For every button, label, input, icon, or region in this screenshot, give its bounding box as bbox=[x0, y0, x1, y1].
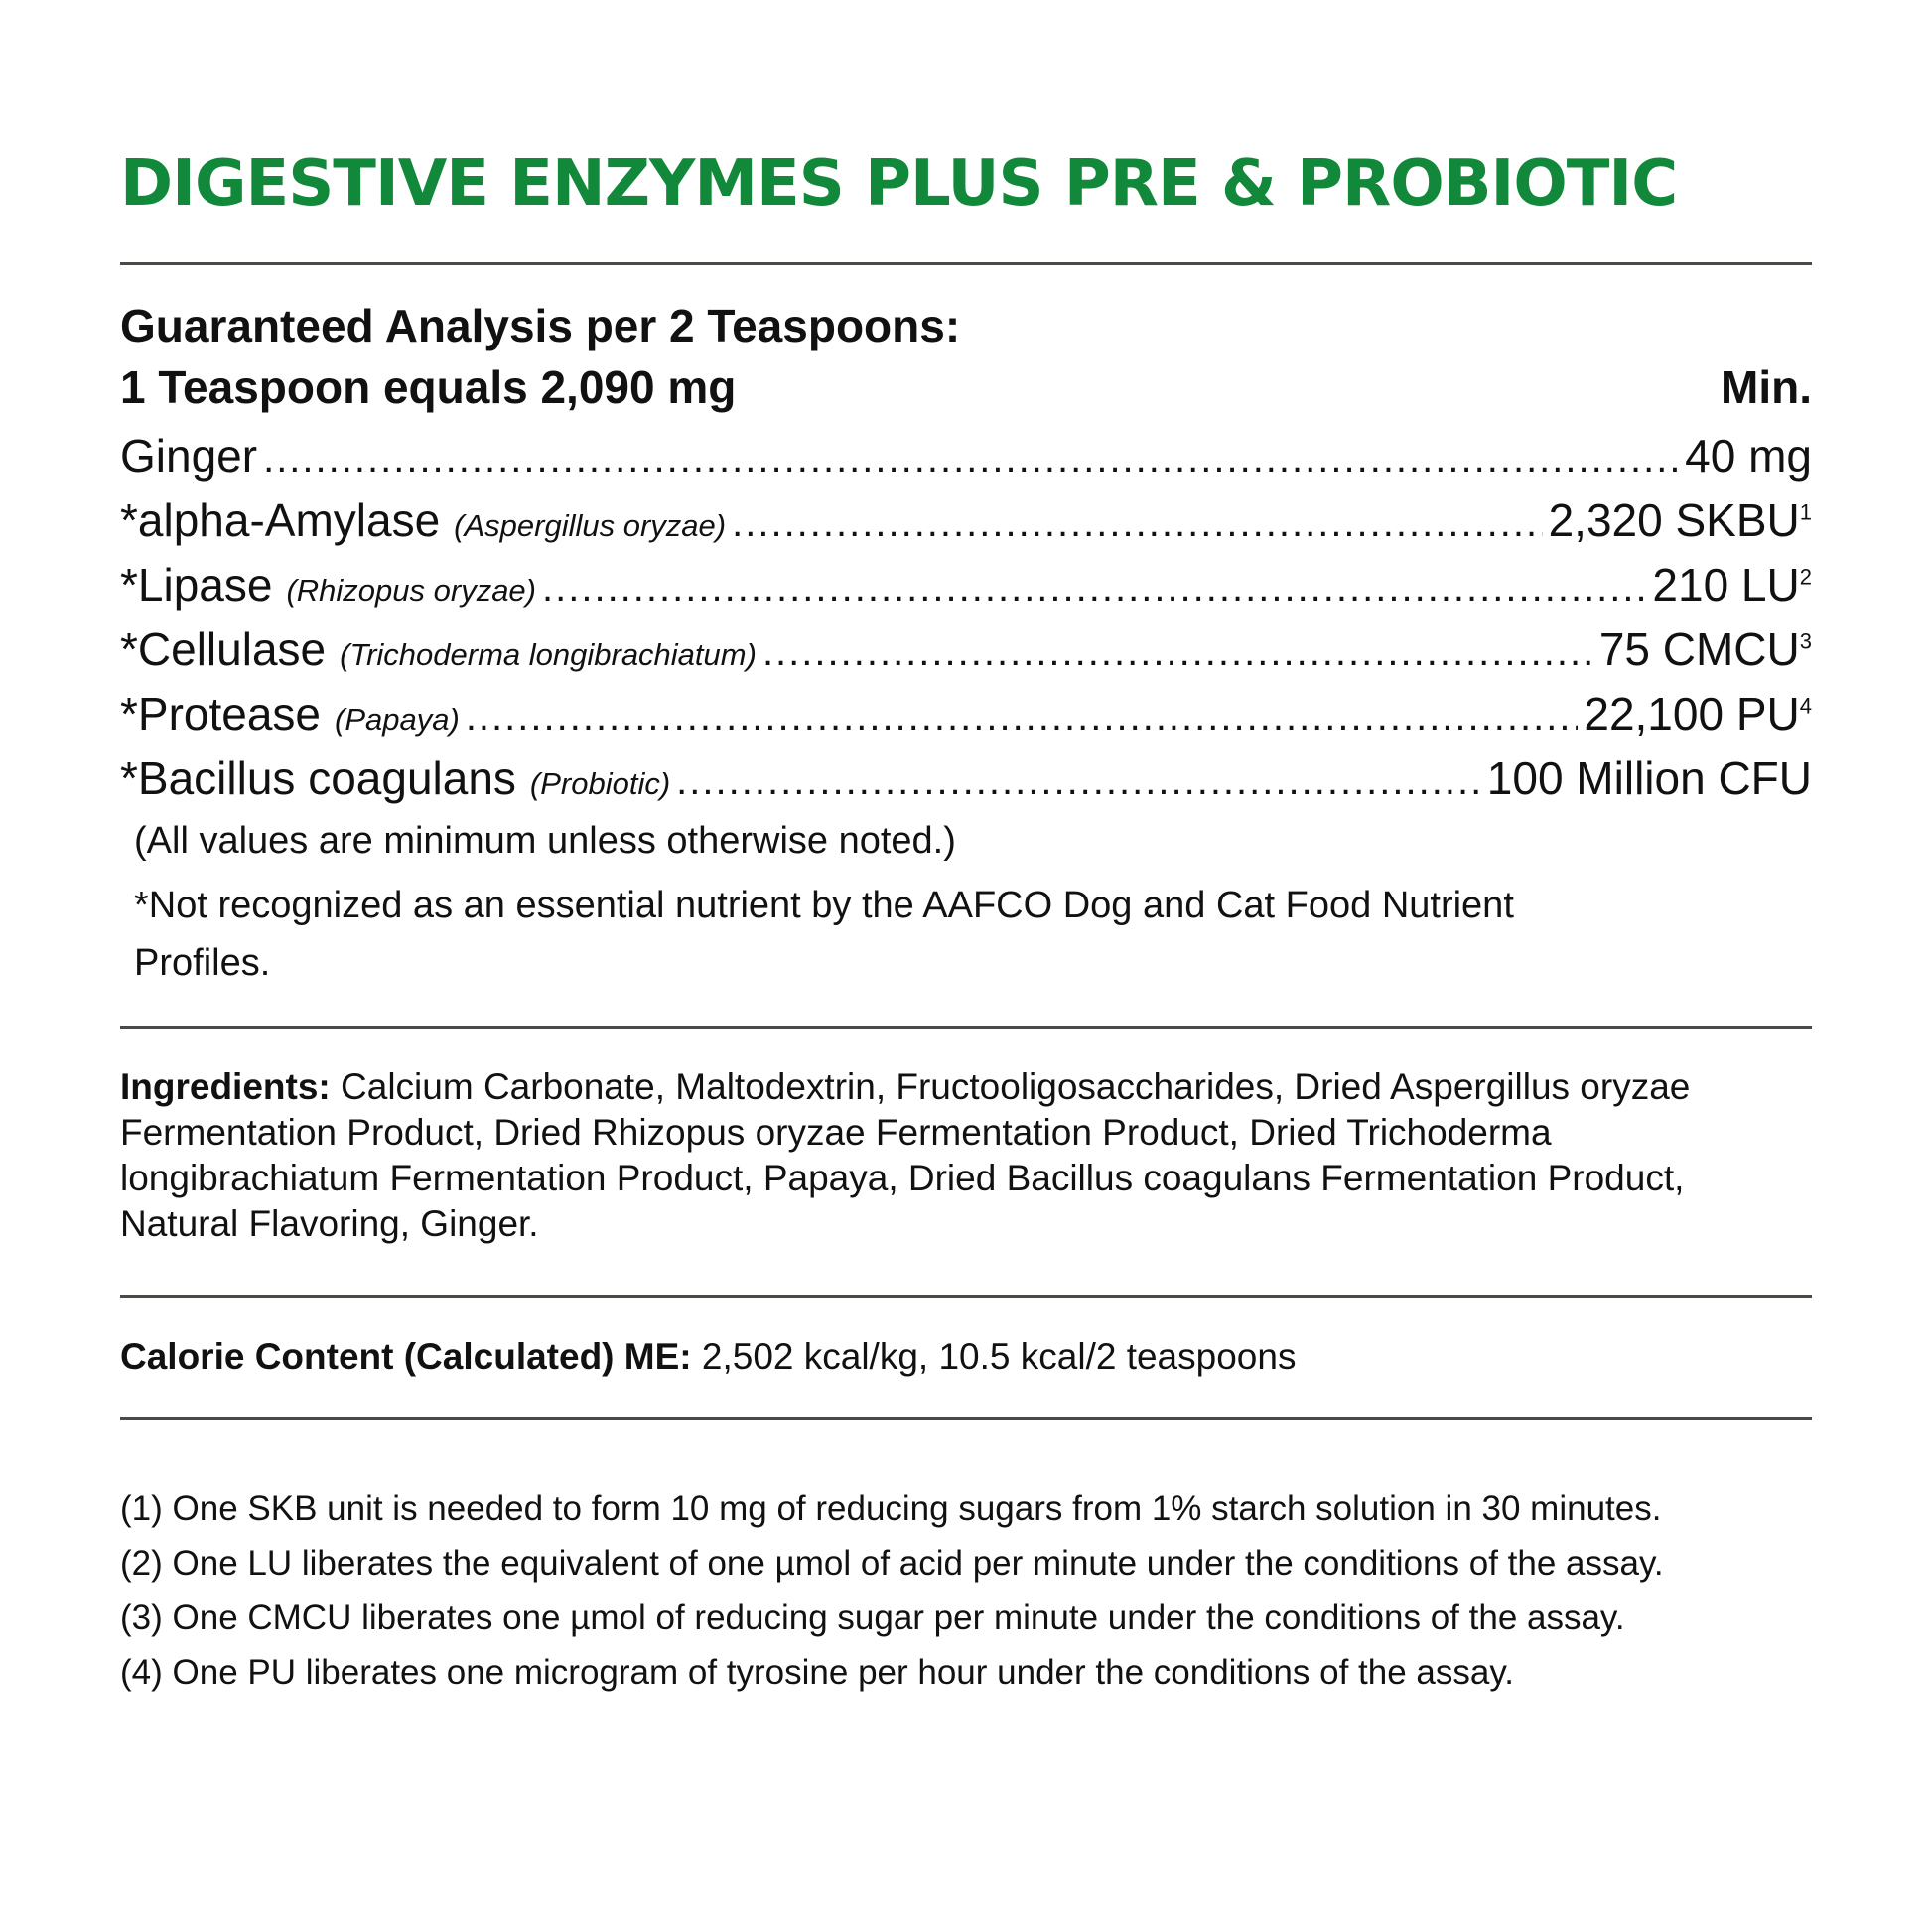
nutrient-row bbox=[120, 682, 1812, 747]
ingredients-label: Ingredients: bbox=[120, 1066, 331, 1107]
calorie-label: Calorie Content (Calculated) ME: bbox=[120, 1336, 692, 1377]
dot-leader bbox=[762, 621, 1593, 685]
divider bbox=[120, 262, 1812, 265]
nutrient-name: *Protease bbox=[120, 688, 322, 740]
min-label: Min. bbox=[1721, 361, 1812, 413]
minimum-values-note: (All values are minimum unless otherwise noted.) bbox=[134, 820, 956, 862]
footnote-marker: 1 bbox=[1799, 499, 1812, 525]
nutrient-amount: 40 mg bbox=[1685, 430, 1812, 482]
nutrient-name: *Cellulase bbox=[120, 623, 327, 675]
serving-row bbox=[120, 356, 1812, 418]
nutrient-source: (Papaya) bbox=[335, 702, 460, 737]
footnote-marker: 2 bbox=[1799, 564, 1812, 590]
product-label bbox=[120, 149, 1812, 1700]
nutrient-name: *Lipase bbox=[120, 559, 273, 611]
nutrient-source: (Rhizopus oryzae) bbox=[286, 573, 536, 608]
nutrient-list bbox=[120, 424, 1812, 811]
divider bbox=[120, 1026, 1812, 1029]
nutrient-amount: 75 CMCU$^3$ bbox=[1598, 623, 1812, 675]
nutrient-row bbox=[120, 553, 1812, 618]
guaranteed-analysis-header bbox=[120, 295, 1812, 418]
aafco-note: *Not recognized as an essential nutrient by the AAFCO Dog and Cat Food Nutrient Profiles. bbox=[134, 885, 1514, 984]
calorie-text: 2,502 kcal/kg, 10.5 kcal/2 teaspoons bbox=[691, 1336, 1297, 1377]
nutrient-amount: 2,320 SKBU$^1$ bbox=[1548, 494, 1812, 546]
nutrient-row bbox=[120, 747, 1812, 811]
nutrient-source: (Trichoderma longibrachiatum) bbox=[340, 637, 757, 672]
nutrient-amount: 210 $LU^2$ bbox=[1652, 559, 1812, 611]
nutrient-row bbox=[120, 618, 1812, 682]
nutrient-row bbox=[120, 488, 1812, 553]
dot-leader bbox=[466, 685, 1579, 750]
nutrient-source: (Probiotic) bbox=[529, 766, 671, 801]
footnote-marker: 4 bbox=[1799, 693, 1812, 719]
calorie-content bbox=[120, 1333, 1812, 1381]
nutrient-name: Ginger bbox=[120, 430, 258, 482]
dot-leader bbox=[263, 427, 1679, 491]
footnote: (1) One SKB unit is needed to form 10 mg of reducing sugars from 1% starch solution in 30 minutes. bbox=[120, 1489, 1662, 1528]
footnote: (2) One LU liberates the equivalent of one µmol of acid per minute under the conditions of the assay. bbox=[120, 1544, 1664, 1583]
footnotes bbox=[120, 1481, 1812, 1700]
analysis-heading: Guaranteed Analysis per 2 Teaspoons: bbox=[120, 300, 961, 351]
serving-size: 1 Teaspoon equals 2,090 mg bbox=[120, 361, 737, 413]
nutrient-row bbox=[120, 424, 1812, 488]
dot-leader bbox=[676, 750, 1481, 814]
dot-leader bbox=[732, 491, 1542, 556]
dot-leader bbox=[542, 556, 1646, 621]
nutrient-amount: 100 Million CFU bbox=[1486, 753, 1812, 804]
ingredients-text: Calcium Carbonate, Maltodextrin, Fructooligosaccharides, Dried Aspergillus oryzae Fermentation Product, Dried Rhizopus oryzae Fermentation Product, Dried Trichoderma longibrachiatum Fermentation Product, Papaya, Dried Bacillus coagulans Fermentation Product, Natural Flavoring, Ginger. bbox=[120, 1066, 1691, 1244]
footnote: (4) One PU liberates one microgram of tyrosine per hour under the conditions of the assay. bbox=[120, 1653, 1514, 1692]
nutrient-source: (Aspergillus oryzae) bbox=[454, 508, 727, 543]
footnote: (3) One CMCU liberates one µmol of reducing sugar per minute under the conditions of the assay. bbox=[120, 1598, 1625, 1637]
divider bbox=[120, 1295, 1812, 1298]
nutrient-name: *Bacillus coagulans bbox=[120, 753, 516, 804]
ingredients-statement bbox=[120, 1064, 1812, 1247]
nutrient-name: *alpha-Amylase bbox=[120, 494, 441, 546]
divider bbox=[120, 1417, 1812, 1420]
product-title: DIGESTIVE ENZYMES PLUS PRE & PROBIOTIC bbox=[120, 147, 1678, 220]
nutrient-amount: 22,100 $PU^4$ bbox=[1584, 688, 1812, 740]
footnote-marker: 3 bbox=[1799, 628, 1812, 654]
